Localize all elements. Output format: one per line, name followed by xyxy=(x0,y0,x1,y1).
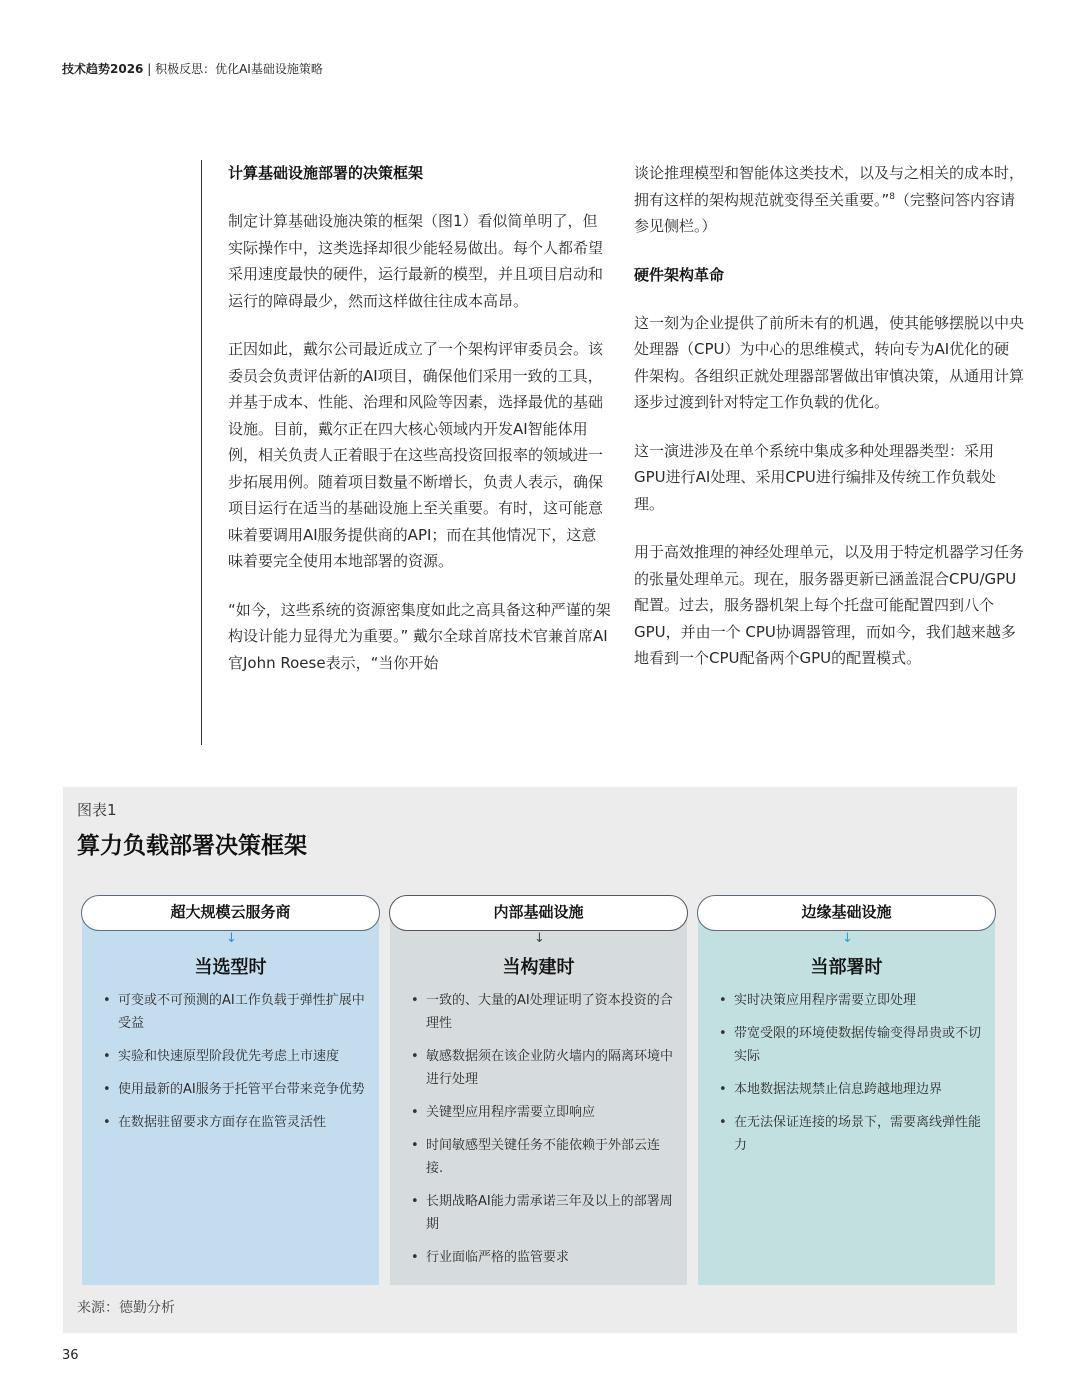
footnote-reference: 8 xyxy=(889,191,896,202)
column-condition: 当选型时 xyxy=(194,957,267,978)
figure-label: 图表1 xyxy=(77,801,117,819)
quote-paragraph: “如今，这些系统的资源密集度如此之高具备这种严谨的架构设计能力显得尤为重要。” 戴尔全球首席技术官兼首席AI官John Roese表示，“当你开始 xyxy=(228,600,611,672)
running-header xyxy=(62,60,323,77)
list-item: • 实时决策应用程序需要立即处理 xyxy=(719,989,981,1012)
page-number: 36 xyxy=(62,1348,79,1363)
column-condition: 当构建时 xyxy=(502,957,575,978)
list-item: • 关键型应用程序需要立即响应 xyxy=(411,1101,673,1124)
list-item: • 行业面临严格的监管要求 xyxy=(411,1246,673,1269)
list-item: • 长期战略AI能力需承诺三年及以上的部署周期 xyxy=(411,1190,673,1236)
list-item: • 带宽受限的环境使数据传输变得昂贵或不切实际 xyxy=(719,1022,981,1068)
right-text-column xyxy=(634,160,1024,672)
figure-1 xyxy=(63,787,1017,1333)
paragraph: 这一刻为企业提供了前所未有的机遇，使其能够摆脱以中央处理器（CPU）为中心的思维模式，转向专为AI优化的硬件架构。各组织正就处理器部署做出审慎决策，从通用计算逐步过渡到针对特定工作负载的优化。 xyxy=(634,313,1025,411)
on-premises-column xyxy=(389,895,689,1285)
left-text-column xyxy=(201,160,611,745)
criteria-list xyxy=(719,989,981,1167)
hyperscaler-column xyxy=(81,895,381,1285)
arrow-down-icon: ↓ xyxy=(534,931,545,946)
column-condition: 当部署时 xyxy=(810,957,883,978)
column-heading: 边缘基础设施 xyxy=(697,895,996,931)
paragraph: 制定计算基础设施决策的框架（图1）看似简单明了，但实际操作中，这类选择却很少能轻易做出。每个人都希望采用速度最快的硬件，运行最新的模型，并且项目启动和运行的障碍最少，然而这样做往往成本高昂。 xyxy=(228,212,604,310)
list-item: • 本地数据法规禁止信息跨越地理边界 xyxy=(719,1078,981,1101)
section-title-decision-framework: 计算基础设施部署的决策框架 xyxy=(228,164,424,182)
list-item: • 实验和快速原型阶段优先考虑上市速度 xyxy=(103,1045,365,1068)
list-item: • 可变或不可预测的AI工作负载于弹性扩展中受益 xyxy=(103,989,365,1035)
figure-source: 来源：德勤分析 xyxy=(77,1300,175,1316)
arrow-down-icon: ↓ xyxy=(842,931,853,946)
list-item: • 敏感数据须在该企业防火墙内的隔离环境中进行处理 xyxy=(411,1045,673,1091)
list-item: • 一致的、大量的AI处理证明了资本投资的合理性 xyxy=(411,989,673,1035)
section-title-hardware-revolution: 硬件架构革命 xyxy=(634,265,725,284)
column-heading: 超大规模云服务商 xyxy=(81,895,380,931)
header-report-name: 技术趋势2026 xyxy=(62,62,144,76)
header-chapter-title: | 积极反思：优化AI基础设施策略 xyxy=(143,62,323,76)
quote-text: 谈论推理模型和智能体这类技术，以及与之相关的成本时，拥有这样的架构规范就变得至关重要。” xyxy=(634,164,1025,209)
edge-column xyxy=(697,895,997,1285)
column-heading: 内部基础设施 xyxy=(389,895,688,931)
criteria-list xyxy=(103,989,365,1144)
paragraph: 这一演进涉及在单个系统中集成多种处理器类型：采用GPU进行AI处理、采用CPU进行编排及传统工作负载处理。 xyxy=(634,441,996,513)
criteria-list xyxy=(411,989,673,1279)
list-item: • 使用最新的AI服务于托管平台带来竞争优势 xyxy=(103,1078,365,1101)
arrow-down-icon: ↓ xyxy=(226,931,237,946)
list-item: • 时间敏感型关键任务不能依赖于外部云连接. xyxy=(411,1134,673,1180)
list-item: • 在无法保证连接的场景下，需要离线弹性能力 xyxy=(719,1111,981,1157)
quote-continuation xyxy=(634,160,1024,240)
paragraph: 用于高效推理的神经处理单元，以及用于特定机器学习任务的张量处理单元。现在，服务器更新已涵盖混合CPU/GPU配置。过去，服务器机架上每个托盘可能配置四到八个GPU，并由一个 CPU协调器管理，而如今，我们越来越多地看到一个CPU配备两个GPU的配置模式。 xyxy=(634,543,1025,667)
paragraph: 正因如此，戴尔公司最近成立了一个架构评审委员会。该委员会负责评估新的AI项目，确保他们采用一致的工具，并基于成本、性能、治理和风险等因素，选择最优的基础设施。目前，戴尔正在四大核心领域内开发AI智能体用例，相关负责人正着眼于在这些高投资回报率的领域进一步拓展用例。随着项目数量不断增长，负责人表示，确保项目运行在适当的基础设施上至关重要。有时，这可能意味着要调用AI服务提供商的API；而在其他情况下，这意味着要完全使用本地部署的资源。 xyxy=(228,340,604,570)
sidebar-note: （完整问答内容请参见侧栏。） xyxy=(634,190,1016,235)
list-item: • 在数据驻留要求方面存在监管灵活性 xyxy=(103,1111,365,1134)
figure-title: 算力负载部署决策框架 xyxy=(77,833,307,859)
